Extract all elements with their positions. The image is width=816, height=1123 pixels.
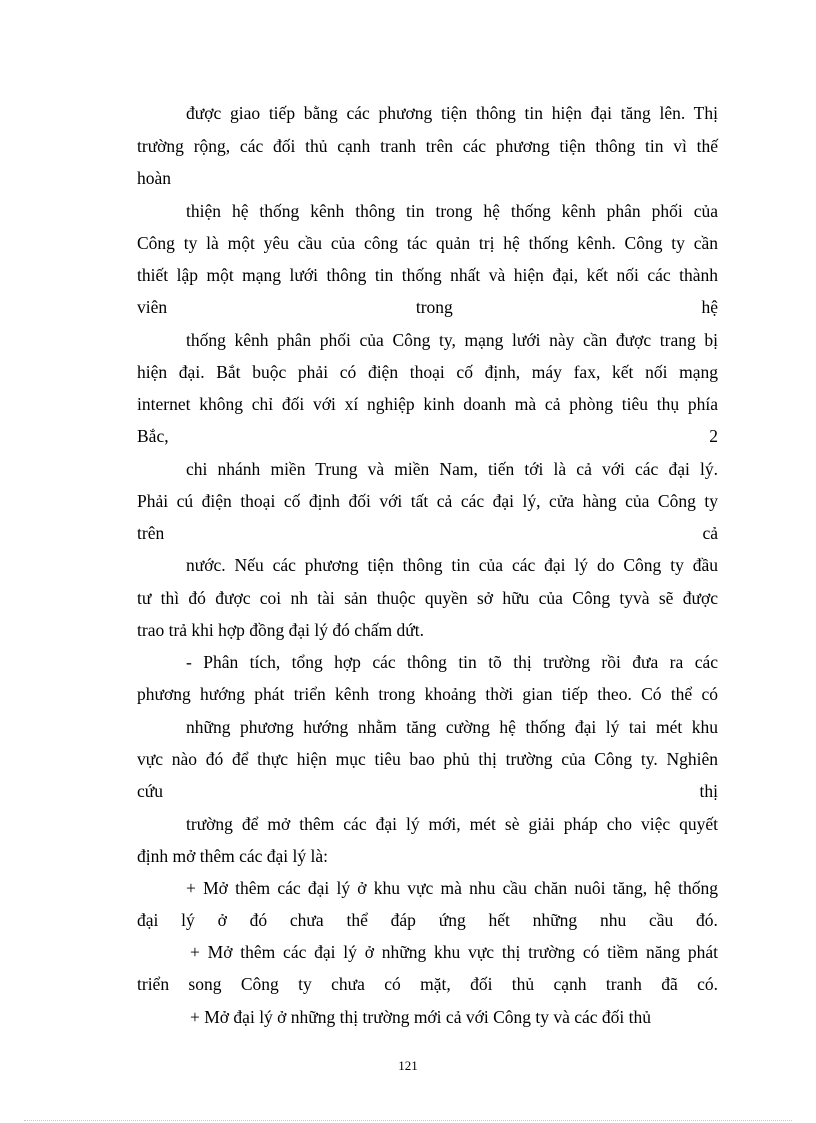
text-line: triển song Công ty chưa có mặt, đối thủ cạnh tranh đã có. <box>137 974 718 994</box>
text-line: + Mở đại lý ở những thị trường mới cả với Công ty và các đối thủ <box>190 1007 652 1027</box>
word: ứng <box>438 910 466 930</box>
text-line: + Mở thêm các đại lý ở những khu vực thị trường có tiềm năng phát <box>190 942 718 962</box>
word: trên <box>137 523 165 543</box>
word: thể <box>346 910 368 930</box>
text-line: chi nhánh miền Trung và miền Nam, tiến tới là cả với các đại lý. <box>186 459 718 479</box>
word: đó. <box>696 910 718 930</box>
word: 2 <box>709 426 718 446</box>
word: trong <box>415 297 453 317</box>
text-line: hiện đại. Bắt buộc phải có điện thoại cố định, máy fax, kết nối mạng <box>137 362 718 382</box>
word: viên <box>137 297 168 317</box>
word: thị <box>699 781 718 801</box>
text-line-spread <box>137 780 718 802</box>
word: đó <box>249 910 268 930</box>
word: lý <box>181 910 195 930</box>
page-bottom-divider <box>24 1120 792 1121</box>
text-line: tư thì đó được coi nh tài sản thuộc quyền sở hữu của Công tyvà sẽ được <box>137 588 718 608</box>
word: hệ <box>701 297 718 317</box>
text-line-spread <box>137 909 718 931</box>
text-line: nước. Nếu các phương tiện thông tin của các đại lý do Công ty đầu <box>186 555 718 575</box>
text-line: phương hướng phát triển kênh trong khoảng thời gian tiếp theo. Có thể có <box>137 684 718 704</box>
word: hết <box>488 910 510 930</box>
word: đáp <box>390 910 416 930</box>
text-line: hoàn <box>137 168 172 188</box>
text-line-spread <box>137 425 718 447</box>
text-line: trường rộng, các đối thủ cạnh tranh trên các phương tiện thông tin vì thế <box>137 136 718 156</box>
text-line: được giao tiếp bằng các phương tiện thông tin hiện đại tăng lên. Thị <box>186 103 718 123</box>
text-line: thiết lập một mạng lưới thông tin thống nhất và hiện đại, kết nối các thành <box>137 265 718 285</box>
word: những <box>532 910 578 930</box>
word: nhu <box>599 910 627 930</box>
text-line: những phương hướng nhằm tăng cường hệ thống đại lý tai mét khu <box>186 717 718 737</box>
text-line: + Mở thêm các đại lý ở khu vực mà nhu cầu chăn nuôi tăng, hệ thống <box>186 878 718 898</box>
word: cứu <box>137 781 164 801</box>
text-line: định mở thêm các đại lý là: <box>137 846 329 866</box>
word: Bắc, <box>137 426 169 446</box>
text-line: thiện hệ thống kênh thông tin trong hệ thống kênh phân phối của <box>186 201 718 221</box>
page-number: 121 <box>398 1058 418 1073</box>
text-line: thống kênh phân phối của Công ty, mạng lưới này cần được trang bị <box>186 330 718 350</box>
text-line-spread <box>137 296 718 318</box>
text-line: vực nào đó để thực hiện mục tiêu bao phủ thị trường của Công ty. Nghiên <box>137 749 718 769</box>
text-line-spread <box>137 522 718 544</box>
text-line: trường để mở thêm các đại lý mới, mét sè giải pháp cho việc quyết <box>186 814 718 834</box>
word: đại <box>137 910 159 930</box>
word: ở <box>217 910 227 930</box>
text-line: Phải cú điện thoại cố định đối với tất cả các đại lý, cửa hàng của Công ty <box>137 491 718 511</box>
text-line: Công ty là một yêu cầu của công tác quản trị hệ thống kênh. Công ty cần <box>137 233 718 253</box>
word: cầu <box>648 910 674 930</box>
text-line: internet không chỉ đối với xí nghiệp kinh doanh mà cả phòng tiêu thụ phía <box>137 394 718 414</box>
text-line: - Phân tích, tổng hợp các thông tin tõ thị trường rồi đưa ra các <box>186 652 718 672</box>
word: cả <box>702 523 718 543</box>
text-line: trao trả khi hợp đồng đại lý đó chấm dứt. <box>137 620 425 640</box>
word: chưa <box>289 910 324 930</box>
